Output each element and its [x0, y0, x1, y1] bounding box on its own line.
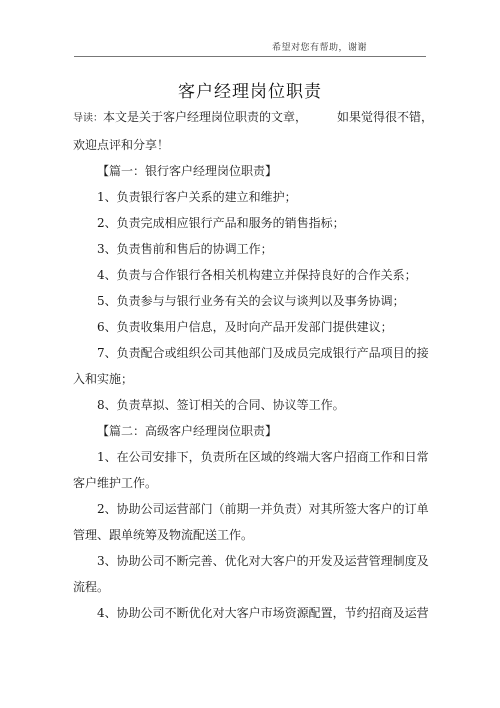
header-note: 希望对您有帮助，谢谢	[272, 43, 368, 53]
list-item: 2、协助公司运营部门（前期一并负责）对其所签大客户的订单管理、跟单统筹及物流配送工作。	[73, 502, 429, 542]
section-heading-2: 【篇二：高级客户经理岗位职责】	[97, 424, 278, 438]
intro-text-part2: 如果觉得很不错，欢迎点评和分享！	[73, 110, 434, 152]
page-title: 客户经理岗位职责	[178, 82, 322, 102]
list-item: 1、负责银行客户关系的建立和维护；	[97, 190, 297, 204]
list-item: 3、协助公司不断完善、优化对大客户的开发及运营管理制度及流程。	[73, 554, 429, 594]
intro-lead: 导读：	[73, 113, 103, 124]
intro-paragraph	[73, 104, 435, 158]
intro-text-part1: 本文是关于客户经理岗位职责的文章，	[103, 110, 308, 124]
header-divider	[74, 56, 426, 57]
list-item: 4、协助公司不断优化对大客户市场资源配置，节约招商及运营	[97, 606, 429, 620]
list-item: 2、负责完成相应银行产品和服务的销售指标；	[97, 216, 345, 230]
list-item: 1、在公司安排下，负责所在区域的终端大客户招商工作和日常客户维护工作。	[73, 450, 429, 490]
list-item: 5、负责参与与银行业务有关的会议与谈判以及事务协调；	[97, 294, 405, 308]
section-heading-1: 【篇一：银行客户经理岗位职责】	[97, 164, 278, 178]
list-item: 4、负责与合作银行各相关机构建立并保持良好的合作关系；	[97, 268, 417, 282]
document-body	[73, 104, 435, 626]
list-item: 8、负责草拟、签订相关的合同、协议等工作。	[97, 398, 345, 412]
list-item: 6、负责收集用户信息，及时向产品开发部门提供建议；	[97, 320, 393, 334]
list-item: 7、负责配合或组织公司其他部门及成员完成银行产品项目的接入和实施；	[73, 346, 429, 386]
list-item: 3、负责售前和售后的协调工作；	[97, 242, 273, 256]
